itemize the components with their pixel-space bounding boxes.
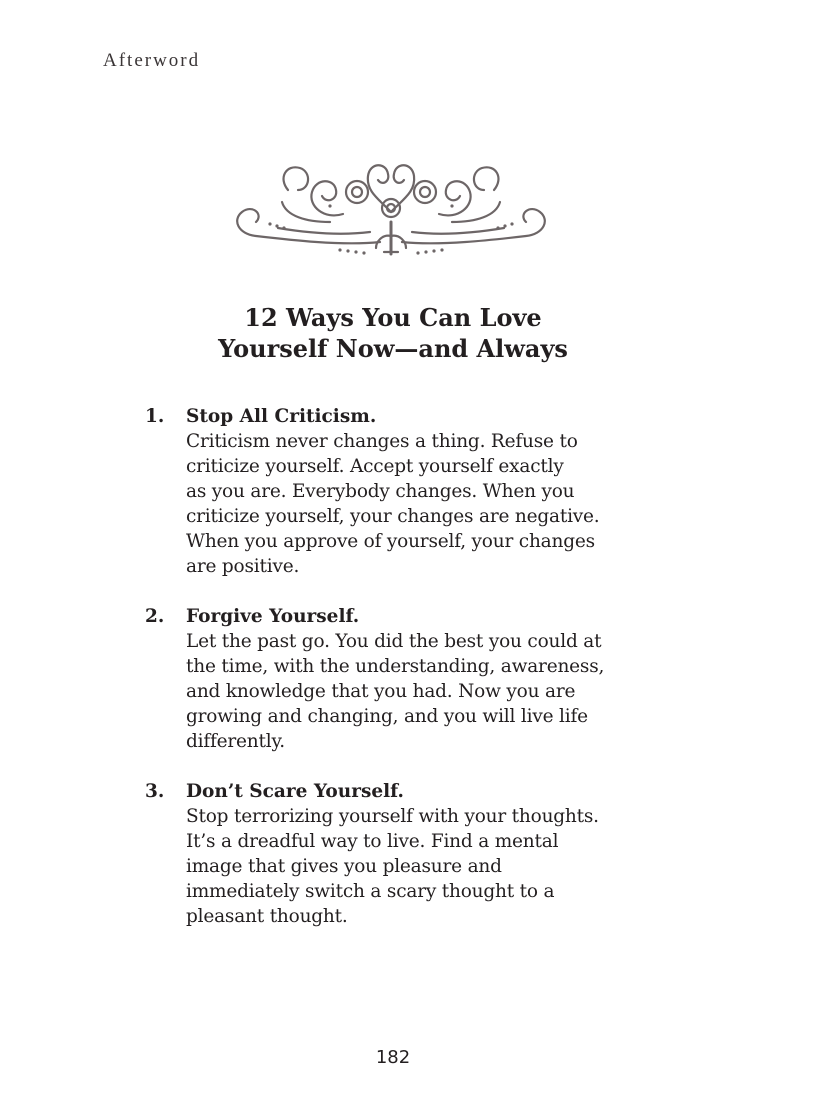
list-item bbox=[145, 604, 665, 754]
item-text-line: differently. bbox=[186, 731, 285, 752]
item-number: 3. bbox=[145, 781, 165, 802]
item-heading: Don’t Scare Yourself. bbox=[186, 781, 404, 802]
flourish-ornament-icon bbox=[230, 150, 552, 260]
item-number: 1. bbox=[145, 406, 165, 427]
page-number: 182 bbox=[375, 1047, 411, 1068]
title-line-2: Yourself Now—and Always bbox=[218, 334, 568, 363]
title-line-1: 12 Ways You Can Love bbox=[244, 303, 542, 332]
item-number: 2. bbox=[145, 606, 165, 627]
item-text-line: Let the past go. You did the best you could at bbox=[186, 631, 602, 652]
item-text-line: immediately switch a scary thought to a bbox=[186, 881, 555, 902]
item-text-line: are positive. bbox=[186, 556, 300, 577]
numbered-list bbox=[145, 404, 665, 954]
item-text-line: criticize yourself, your changes are negative. bbox=[186, 506, 600, 527]
item-heading: Stop All Criticism. bbox=[186, 406, 377, 427]
item-text-line: the time, with the understanding, awareness, bbox=[186, 656, 605, 677]
item-text-line: criticize yourself. Accept yourself exactly bbox=[186, 456, 564, 477]
item-text-line: pleasant thought. bbox=[186, 906, 348, 927]
item-text-line: as you are. Everybody changes. When you bbox=[186, 481, 575, 502]
item-heading: Forgive Yourself. bbox=[186, 606, 360, 627]
item-text-line: When you approve of yourself, your changes bbox=[186, 531, 595, 552]
item-text-line: Stop terrorizing yourself with your thoughts. bbox=[186, 806, 599, 827]
item-text-line: and knowledge that you had. Now you are bbox=[186, 681, 576, 702]
chapter-title bbox=[0, 302, 786, 364]
list-item bbox=[145, 779, 665, 929]
list-item bbox=[145, 404, 665, 579]
item-text-line: Criticism never changes a thing. Refuse to bbox=[186, 431, 578, 452]
item-text-line: image that gives you pleasure and bbox=[186, 856, 502, 877]
running-head: Afterword bbox=[103, 50, 201, 71]
item-text-line: growing and changing, and you will live life bbox=[186, 706, 588, 727]
item-text-line: It’s a dreadful way to live. Find a mental bbox=[186, 831, 559, 852]
